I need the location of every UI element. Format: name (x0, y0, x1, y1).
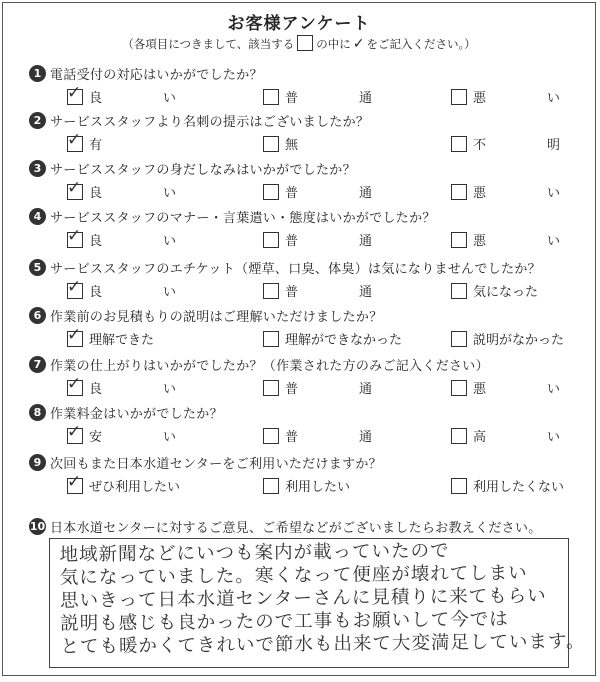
checkbox[interactable] (263, 331, 279, 347)
question-text: 日本水道センターに対するご意見、ご希望などがございましたらお教えください。 (50, 521, 542, 536)
option-label: 普 通 (285, 430, 397, 445)
question-number: 8 (29, 404, 46, 421)
answer-option[interactable] (67, 82, 201, 106)
option-label: 普 通 (285, 91, 397, 106)
option-label: 良 い (89, 91, 201, 106)
checkbox-checked[interactable] (67, 225, 83, 248)
checkbox[interactable] (263, 89, 279, 105)
option-label: 普 通 (285, 186, 397, 201)
answer-option[interactable] (451, 328, 564, 348)
option-label: 説明がなかった (473, 333, 565, 348)
checkbox[interactable] (451, 380, 467, 396)
answer-option[interactable] (451, 475, 564, 495)
question-header (29, 305, 383, 325)
option-label: 良 い (89, 186, 201, 201)
question-number: 6 (29, 307, 46, 324)
instructions-post: をご記入ください。） (366, 37, 476, 51)
checkbox[interactable] (451, 428, 467, 444)
question-number: 2 (29, 112, 46, 129)
question-number: 10 (29, 520, 46, 533)
answer-option[interactable] (67, 129, 103, 153)
question-6 (29, 305, 589, 355)
answer-option[interactable] (67, 177, 201, 201)
option-label: 良 い (89, 285, 201, 300)
checkbox[interactable] (263, 232, 279, 248)
answer-option[interactable] (67, 276, 201, 300)
option-label: ぜひ利用したい (89, 480, 181, 495)
question-3 (29, 158, 589, 208)
comment-line: とても暖かくてきれいで節水も出来て大変満足しています。 (60, 631, 586, 658)
answer-option[interactable] (263, 425, 396, 445)
question-text: サービススタッフより名刺の提示はございましたか？ (50, 115, 370, 130)
answer-option[interactable] (451, 86, 584, 106)
option-label: 悪 い (473, 186, 585, 201)
question-text: 作業の仕上がりはいかがでしたか？（作業された方のみご記入ください） (50, 359, 489, 374)
option-label: 普 通 (285, 234, 397, 249)
checkbox[interactable] (263, 380, 279, 396)
survey-sheet (2, 2, 596, 676)
question-header (29, 206, 436, 226)
answer-option[interactable] (451, 181, 584, 201)
answer-option[interactable] (263, 377, 396, 397)
checkbox[interactable] (451, 331, 467, 347)
question-header (29, 257, 541, 277)
option-label: 悪 い (473, 382, 585, 397)
checkbox[interactable] (451, 136, 467, 152)
answer-option[interactable] (263, 133, 298, 153)
check-mark-icon: ✓ (67, 421, 82, 442)
checkbox-checked[interactable] (67, 324, 83, 347)
question-10 (29, 516, 589, 536)
answer-option[interactable] (263, 328, 402, 348)
question-text: 作業料金はいかがでしたか？ (50, 407, 223, 422)
option-label: 普 通 (285, 285, 397, 300)
question-9 (29, 452, 589, 502)
question-text: サービススタッフの身だしなみはいかがでしたか？ (50, 163, 356, 178)
answer-option[interactable] (67, 373, 201, 397)
answer-option[interactable] (263, 181, 396, 201)
option-label: 理解できた (89, 333, 155, 348)
question-header (29, 402, 223, 422)
question-7 (29, 354, 589, 404)
check-mark-icon: ✓ (67, 324, 82, 345)
check-mark-icon: ✓ (67, 129, 82, 150)
check-mark-icon: ✓ (67, 373, 82, 394)
answer-option[interactable] (263, 86, 396, 106)
checkbox[interactable] (263, 478, 279, 494)
question-header (29, 63, 263, 83)
page-title: お客様アンケート (227, 14, 371, 34)
option-label: 有 (89, 138, 103, 153)
option-label: 悪 い (473, 91, 585, 106)
option-label: 良 い (89, 234, 201, 249)
question-header (29, 452, 382, 472)
check-mark-icon: ✓ (67, 177, 82, 198)
answer-option[interactable] (263, 229, 396, 249)
option-label: 利用したい (285, 480, 351, 495)
question-1 (29, 63, 589, 113)
answer-option[interactable] (67, 471, 181, 495)
checkbox[interactable] (451, 283, 467, 299)
checkbox[interactable] (451, 232, 467, 248)
checkbox-checked[interactable] (67, 177, 83, 200)
question-text: サービススタッフのマナー・言葉遣い・態度はいかがでしたか？ (50, 211, 436, 226)
checkbox-checked[interactable] (67, 373, 83, 396)
checkbox[interactable] (263, 283, 279, 299)
answer-option[interactable] (67, 225, 201, 249)
check-mark-icon: ✓ (352, 36, 365, 52)
checkbox[interactable] (263, 136, 279, 152)
comment-box[interactable] (49, 538, 586, 668)
option-label: 悪 い (473, 234, 585, 249)
question-2 (29, 110, 589, 160)
answer-option[interactable] (451, 133, 584, 153)
question-header (29, 158, 356, 178)
checkbox[interactable] (451, 184, 467, 200)
question-5 (29, 257, 589, 307)
checkbox[interactable] (451, 89, 467, 105)
checkbox-checked[interactable] (67, 276, 83, 299)
instructions-mid: の中に (316, 37, 351, 51)
option-label: 普 通 (285, 382, 397, 397)
check-mark-icon: ✓ (67, 225, 82, 246)
question-number: 5 (29, 259, 46, 276)
check-mark-icon: ✓ (67, 82, 82, 103)
comment-line: 説明も感じも良かったので工事もお願いして今では (60, 608, 509, 635)
question-text: サービススタッフのエチケット（煙草、口臭、体臭）は気になりませんでしたか？ (50, 262, 541, 277)
instructions-pre: （各項目につきまして、該当する (122, 37, 295, 51)
check-mark-icon: ✓ (67, 276, 82, 297)
checkbox-checked[interactable] (67, 129, 83, 152)
option-label: 良 い (89, 382, 201, 397)
question-text: 作業前のお見積もりの説明はご理解いただけましたか？ (50, 310, 383, 325)
question-text: 次回もまた日本水道センターをご利用いただけますか？ (50, 457, 382, 472)
checkbox[interactable] (451, 478, 467, 494)
question-number: 9 (29, 454, 46, 471)
instructions (3, 35, 595, 52)
checkbox-checked[interactable] (67, 421, 83, 444)
option-label: 無 (285, 138, 299, 153)
question-8 (29, 402, 589, 452)
comment-line: 思いきって日本水道センターさんに見積りに来てもらい (59, 585, 547, 612)
answer-option[interactable] (451, 229, 584, 249)
check-mark-icon: ✓ (67, 471, 82, 492)
option-label: 高 い (473, 430, 585, 445)
comment-line: 気になっていました。寒くなって便座が壊れてしまい (59, 562, 528, 589)
answer-option[interactable] (451, 280, 538, 300)
comment-line: 地域新聞などにいつも案内が載っていたので (59, 540, 450, 566)
checkbox[interactable] (263, 184, 279, 200)
handwritten-comment (59, 538, 586, 658)
answer-option[interactable] (451, 425, 584, 445)
answer-option[interactable] (67, 324, 155, 348)
question-4 (29, 206, 589, 256)
option-label: 気になった (473, 285, 539, 300)
answer-option[interactable] (67, 421, 201, 445)
option-label: 不 明 (473, 138, 585, 153)
checkbox-checked[interactable] (67, 82, 83, 105)
option-label: 利用したくない (473, 480, 565, 495)
option-label: 理解ができなかった (285, 333, 403, 348)
checkbox[interactable] (263, 428, 279, 444)
question-number: 7 (29, 356, 46, 373)
question-number: 1 (29, 65, 46, 82)
answer-option[interactable] (451, 377, 584, 397)
checkbox-sample-icon (297, 35, 313, 51)
answer-option[interactable] (263, 280, 396, 300)
question-header (29, 110, 369, 130)
answer-option[interactable] (263, 475, 350, 495)
question-header (29, 354, 489, 374)
checkbox-checked[interactable] (67, 471, 83, 494)
option-label: 安 い (89, 430, 201, 445)
question-number: 4 (29, 208, 46, 225)
question-text: 電話受付の対応はいかがでしたか？ (50, 68, 263, 83)
question-number: 3 (29, 160, 46, 177)
